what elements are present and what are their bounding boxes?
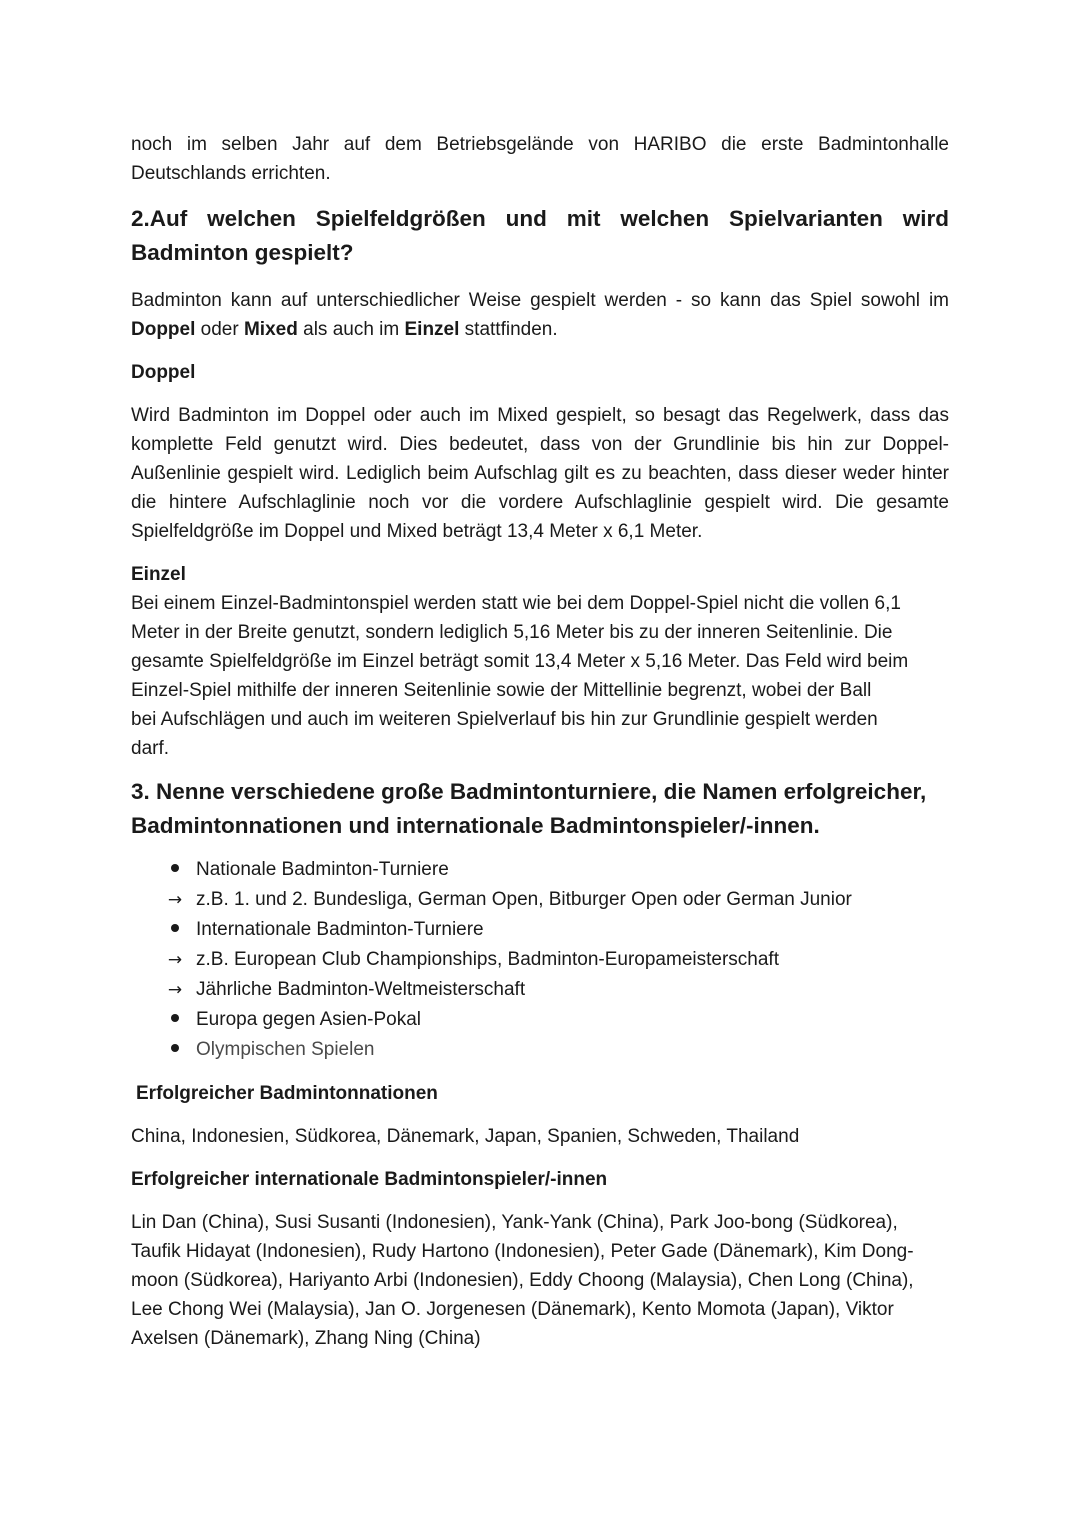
nations-heading: Erfolgreicher Badmintonnationen — [136, 1083, 438, 1104]
list-item-text: Internationale Badminton-Turniere — [196, 919, 484, 940]
list-item-text: Olympischen Spielen — [196, 1039, 375, 1060]
einzel-line: darf. — [131, 738, 170, 759]
section-2-intro-line-1: Badminton kann auf unterschiedlicher Weise gespielt werden - so kann das Spiel sowohl im — [131, 290, 949, 311]
arrow-right-icon: → — [167, 980, 183, 1000]
players-line: Lee Chong Wei (Malaysia), Jan O. Jorgenesen (Dänemark), Kento Momota (Japan), Viktor — [131, 1299, 894, 1320]
term-einzel: Einzel — [404, 319, 460, 340]
list-item-text: z.B. 1. und 2. Bundesliga, German Open, Bitburger Open oder German Junior — [196, 889, 852, 910]
players-line: Lin Dan (China), Susi Susanti (Indonesien), Yank-Yank (China), Park Joo-bong (Südkorea), — [131, 1212, 898, 1233]
section-2-heading-line-2: Badminton gespielt? — [131, 240, 354, 265]
list-item — [131, 1035, 949, 1065]
list-item-text: Jährliche Badminton-Weltmeisterschaft — [196, 979, 526, 1000]
intro-line-1: noch im selben Jahr auf dem Betriebsgelände von HARIBO die erste Badmintonhalle — [131, 134, 949, 155]
intro-paragraph — [131, 130, 949, 188]
bullet-icon — [165, 855, 185, 885]
section-3-heading-line-2: Badmintonnationen und internationale Badmintonspieler/-innen. — [131, 813, 820, 838]
section-2-heading — [131, 202, 949, 270]
list-item-text: z.B. European Club Championships, Badminton-Europameisterschaft — [196, 949, 779, 970]
players-paragraph — [131, 1208, 949, 1353]
players-line: moon (Südkorea), Hariyanto Arbi (Indonesien), Eddy Choong (Malaysia), Chen Long (China), — [131, 1270, 914, 1291]
bullet-icon — [165, 915, 185, 945]
doppel-paragraph: Wird Badminton im Doppel oder auch im Mixed gespielt, so besagt das Regelwerk, dass das komplette Feld genutzt wird. Dies bedeutet, dass von der Grundlinie bis hin zur Doppel-Außenlinie gespielt wird. Lediglich beim Aufschlag gilt es zu beachten, dass dieser weder hinter die hintere Aufschlaglinie noch vor die vordere Aufschlaglinie gespielt wird. Die gesamte Spielfeldgröße im Doppel und Mixed beträgt 13,4 Meter x 6,1 Meter. — [131, 405, 949, 542]
arrow-right-icon: → — [167, 950, 183, 970]
list-item — [131, 885, 949, 915]
term-mixed: Mixed — [243, 319, 298, 340]
list-item — [131, 915, 949, 945]
tournament-list — [131, 855, 949, 1065]
text-fragment: oder — [195, 319, 244, 340]
list-item-text: Nationale Badminton-Turniere — [196, 859, 449, 880]
players-heading: Erfolgreicher internationale Badmintonspieler/-innen — [131, 1169, 608, 1190]
intro-line-2: Deutschlands errichten. — [131, 163, 331, 184]
section-2-intro — [131, 286, 949, 344]
text-fragment: stattfinden. — [459, 319, 558, 340]
bullet-icon — [165, 1005, 185, 1035]
arrow-right-icon: → — [167, 890, 183, 910]
term-doppel: Doppel — [131, 319, 196, 340]
nations-paragraph: China, Indonesien, Südkorea, Dänemark, Japan, Spanien, Schweden, Thailand — [131, 1126, 800, 1147]
bullet-icon — [165, 1035, 185, 1065]
section-2-intro-line-2 — [131, 315, 949, 344]
einzel-line: bei Aufschlägen und auch im weiteren Spielverlauf bis hin zur Grundlinie gespielt werden — [131, 709, 878, 730]
players-line: Taufik Hidayat (Indonesien), Rudy Hartono (Indonesien), Peter Gade (Dänemark), Kim Dong- — [131, 1241, 914, 1262]
section-2-heading-line-1: 2.Auf welchen Spielfeldgrößen und mit welchen Spielvarianten wird — [131, 206, 949, 231]
list-item — [131, 855, 949, 885]
text-fragment: als auch im — [297, 319, 405, 340]
document-page — [131, 128, 949, 1353]
einzel-line: Meter in der Breite genutzt, sondern lediglich 5,16 Meter bis zu der inneren Seitenlinie. Die — [131, 622, 893, 643]
players-line: Axelsen (Dänemark), Zhang Ning (China) — [131, 1328, 481, 1349]
list-item — [131, 975, 949, 1005]
section-3-heading — [131, 775, 949, 843]
list-item — [131, 1005, 949, 1035]
section-3-heading-line-1: 3. Nenne verschiedene große Badmintonturniere, die Namen erfolgreicher, — [131, 779, 927, 804]
einzel-line: Einzel-Spiel mithilfe der inneren Seitenlinie sowie der Mittellinie begrenzt, wobei der Ball — [131, 680, 872, 701]
list-item-text: Europa gegen Asien-Pokal — [196, 1009, 421, 1030]
einzel-heading: Einzel — [131, 564, 186, 585]
list-item — [131, 945, 949, 975]
einzel-line: Bei einem Einzel-Badmintonspiel werden statt wie bei dem Doppel-Spiel nicht die vollen 6,1 — [131, 593, 901, 614]
doppel-heading: Doppel — [131, 362, 196, 383]
einzel-paragraph — [131, 589, 949, 763]
einzel-line: gesamte Spielfeldgröße im Einzel beträgt somit 13,4 Meter x 5,16 Meter. Das Feld wird beim — [131, 651, 909, 672]
